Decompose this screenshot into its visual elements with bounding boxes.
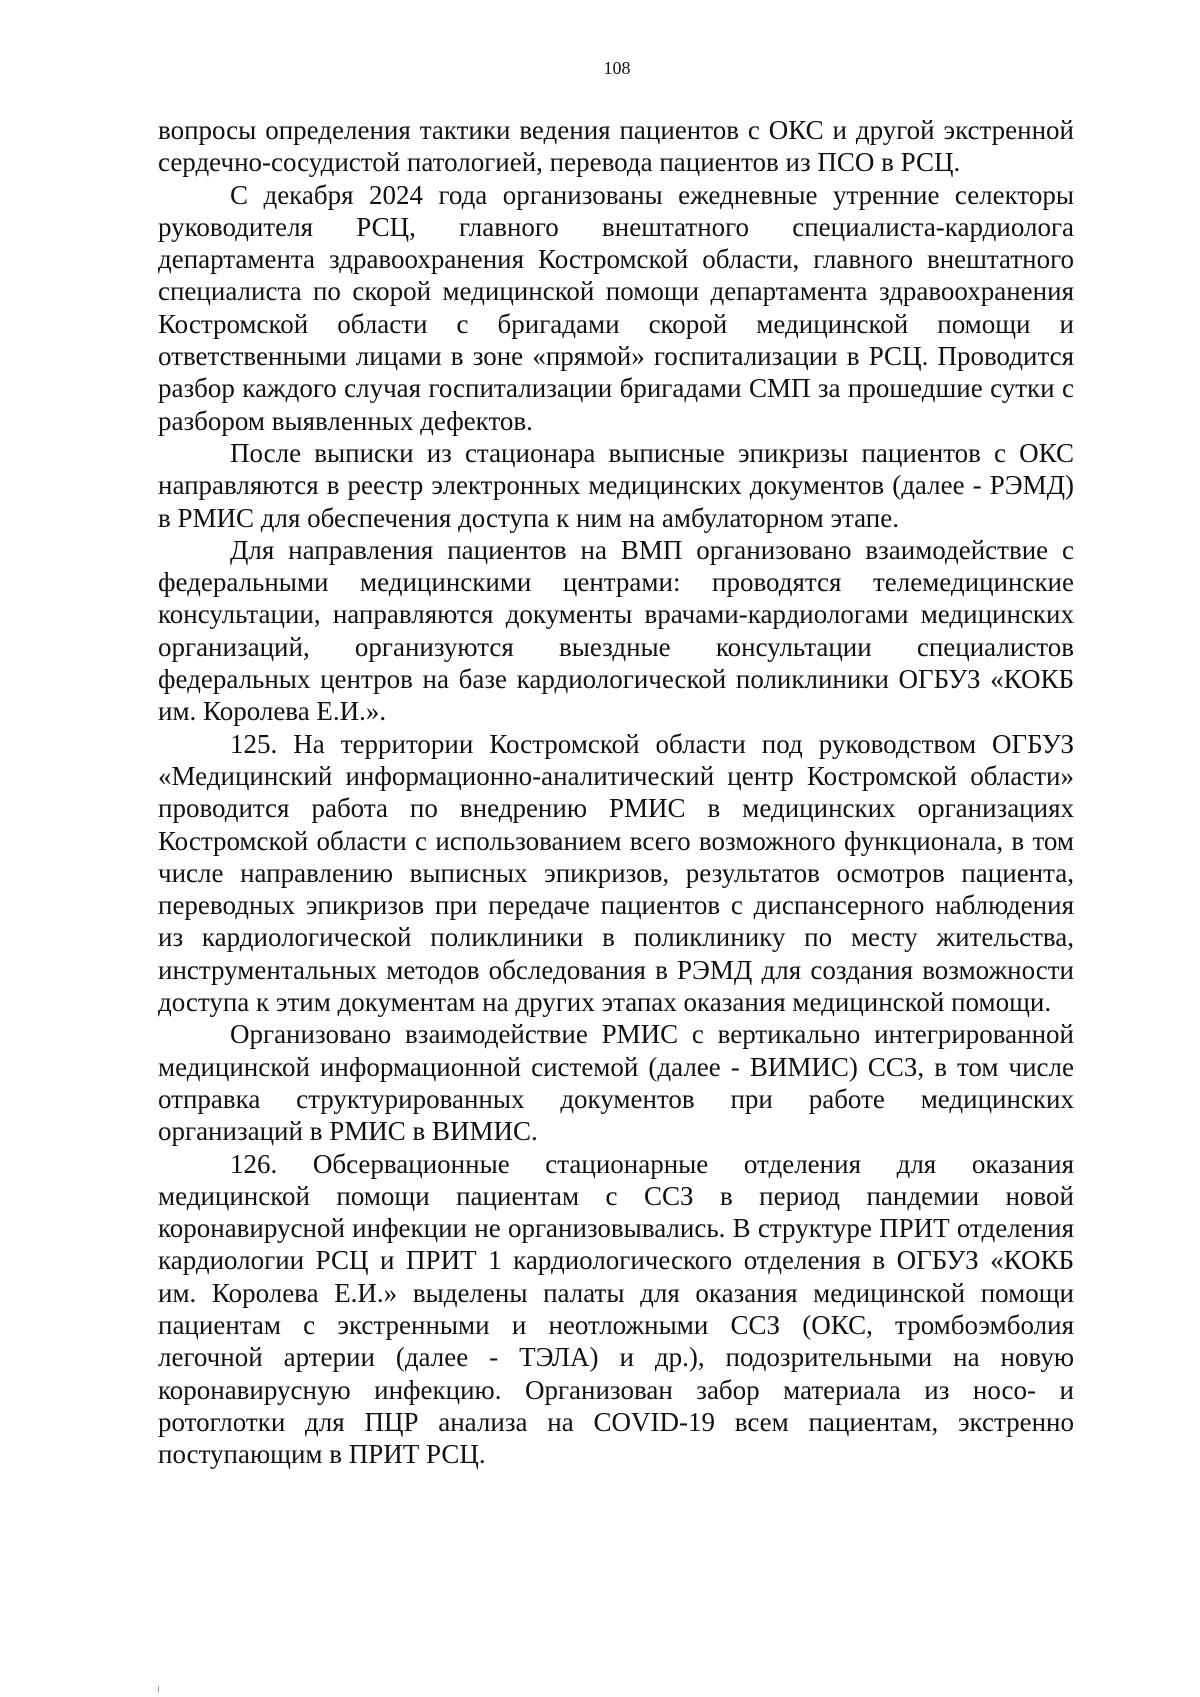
paragraph-continuation: вопросы определения тактики ведения пациентов с ОКС и другой экстренной сердечно-сосудистой патологией, перевода пациентов из ПСО в РСЦ. bbox=[158, 115, 1074, 178]
paragraph-discharge-summaries: После выписки из стационара выписные эпикризы пациентов с ОКС направляются в реестр электронных медицинских документов (далее - РЭМД) в РМИС для обеспечения доступа к ним на амбулаторном этапе. bbox=[158, 437, 1074, 533]
paragraph-vimis: Организовано взаимодействие РМИС с вертикально интегрированной медицинской информационной системой (далее - ВИМИС) ССЗ, в том числе отправка структурированных документов при работе медицинских организаций в РМИС в ВИМИС. bbox=[158, 1019, 1074, 1147]
scan-edge-mark bbox=[158, 1686, 159, 1692]
paragraph-selectors: С декабря 2024 года организованы ежедневные утренние селекторы руководителя РСЦ, главного внештатного специалиста-кардиолога департамента здравоохранения Костромской области, главного внештатного специалиста по скорой медицинской помощи департамента здравоохранения Костромской области с бригадами скорой медицинской помощи и ответственными лицами в зоне «прямой» госпитализации в РСЦ. Проводится разбор каждого случая госпитализации бригадами СМП за прошедшие сутки с разбором выявленных дефектов. bbox=[158, 179, 1074, 436]
body-text bbox=[158, 114, 1074, 1470]
paragraph-item-126: 126. Обсервационные стационарные отделения для оказания медицинской помощи пациентам с ССЗ в период пандемии новой коронавирусной инфекции не организовывались. В структуре ПРИТ отделения кардиологии РСЦ и ПРИТ 1 кардиологического отделения в ОГБУЗ «КОКБ им. Королева Е.И.» выделены палаты для оказания медицинской помощи пациентам с экстренными и неотложными ССЗ (ОКС, тромбоэмболия легочной артерии (далее - ТЭЛА) и др.), подозрительными на новую коронавирусную инфекцию. Организован забор материала из носо- и ротоглотки для ПЦР анализа на COVID-19 всем пациентам, экстренно поступающим в ПРИТ РСЦ. bbox=[158, 1148, 1074, 1470]
page-number: 108 bbox=[603, 58, 631, 78]
paragraph-federal-centers: Для направления пациентов на ВМП организовано взаимодействие с федеральными медицинскими центрами: проводятся телемедицинские консультации, направляются документы врачами-кардиологами медицинских организаций, организуются выездные консультации специалистов федеральных центров на базе кардиологической поликлиники ОГБУЗ «КОКБ им. Королева Е.И.». bbox=[158, 534, 1074, 727]
paragraph-item-125: 125. На территории Костромской области под руководством ОГБУЗ «Медицинский информационно-аналитический центр Костромской области» проводится работа по внедрению РМИС в медицинских организациях Костромской области с использованием всего возможного функционала, в том числе направлению выписных эпикризов, результатов осмотров пациента, переводных эпикризов при передаче пациентов с диспансерного наблюдения из кардиологической поликлиники в поликлинику по месту жительства, инструментальных методов обследования в РЭМД для создания возможности доступа к этим документам на других этапах оказания медицинской помощи. bbox=[158, 728, 1074, 1018]
